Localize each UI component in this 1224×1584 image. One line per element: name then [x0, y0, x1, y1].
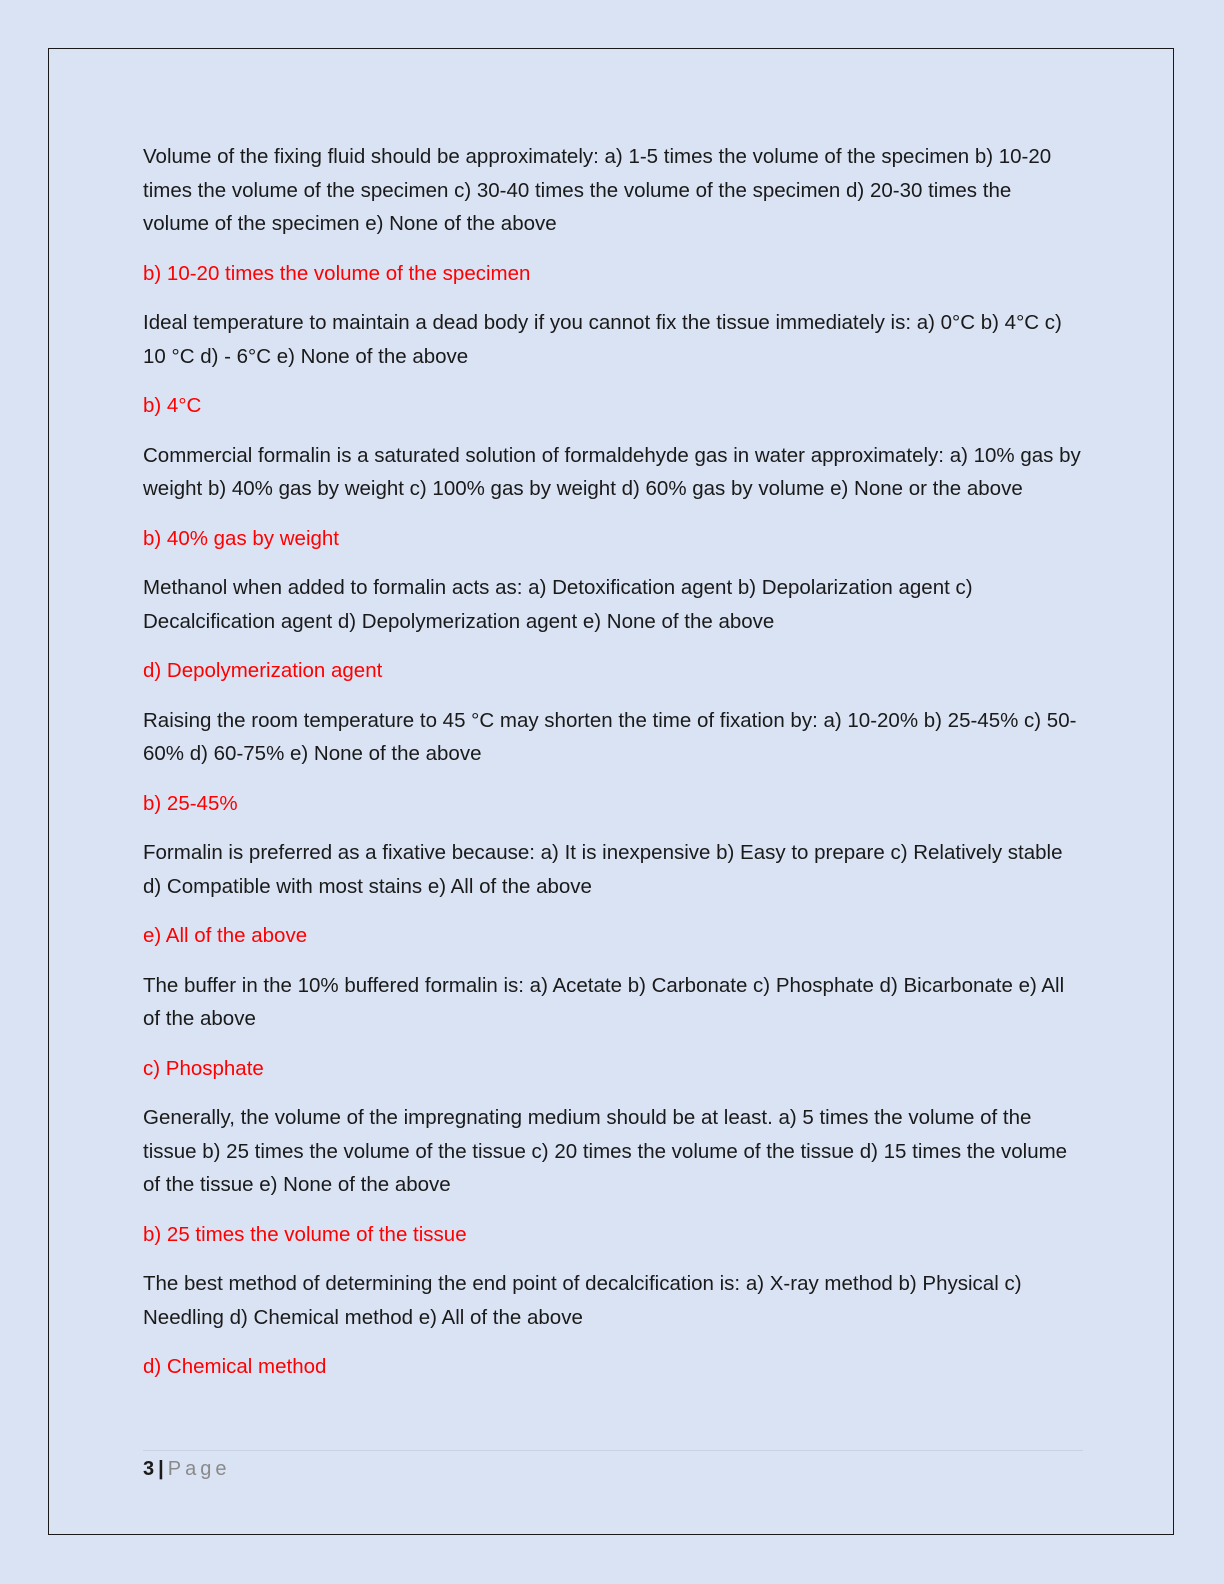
document-body: [143, 140, 1083, 1400]
answer-7: c) Phosphate: [143, 1056, 264, 1080]
question-6: Formalin is preferred as a fixative because: a) It is inexpensive b) Easy to prepare c) Relatively stable d) Compatible with most stains e) All of the above: [143, 841, 1063, 898]
question-9: The best method of determining the end point of decalcification is: a) X-ray method b) Physical c) Needling d) Chemical method e) All of the above: [143, 1272, 1022, 1329]
page-separator: |: [158, 1458, 164, 1480]
question-1: Volume of the fixing fluid should be approximately: a) 1-5 times the volume of the specimen b) 10-20 times the volume of the specimen c) 30-40 times the volume of the specimen d) 20-30 times the volume of the specimen e) None of the above: [143, 145, 1052, 235]
answer-8: b) 25 times the volume of the tissue: [143, 1222, 467, 1246]
question-8: Generally, the volume of the impregnating medium should be at least. a) 5 times the volume of the tissue b) 25 times the volume of the tissue c) 20 times the volume of the tissue d) 15 times the volume of the tissue e) None of the above: [143, 1106, 1068, 1196]
answer-9: d) Chemical method: [143, 1355, 327, 1378]
answer-2: b) 4°C: [143, 394, 202, 417]
question-5: Raising the room temperature to 45 °C may shorten the time of fixation by: a) 10-20% b) 25-45% c) 50-60% d) 60-75% e) None of the above: [143, 708, 1077, 765]
answer-3: b) 40% gas by weight: [143, 526, 340, 550]
question-2: Ideal temperature to maintain a dead body if you cannot fix the tissue immediately is: a) 0°C b) 4°C c) 10 °C d) - 6°C e) None of the above: [143, 311, 1062, 368]
answer-6: e) All of the above: [143, 924, 308, 947]
answer-1: b) 10-20 times the volume of the specimen: [143, 261, 531, 285]
page-number: 3: [143, 1458, 155, 1480]
question-3: Commercial formalin is a saturated solution of formaldehyde gas in water approximately: a) 10% gas by weight b) 40% gas by weight c) 100% gas by weight d) 60% gas by volume e) None or the above: [143, 443, 1081, 500]
question-4: Methanol when added to formalin acts as: a) Detoxification agent b) Depolarization agent c) Decalcification agent d) Depolymerization agent e) None of the above: [143, 576, 973, 633]
answer-4: d) Depolymerization agent: [143, 659, 383, 682]
page-footer: [143, 1450, 1083, 1483]
page-label: Page: [167, 1458, 231, 1480]
answer-5: b) 25-45%: [143, 791, 238, 815]
question-7: The buffer in the 10% buffered formalin is: a) Acetate b) Carbonate c) Phosphate d) Bicarbonate e) All of the above: [143, 973, 1065, 1030]
